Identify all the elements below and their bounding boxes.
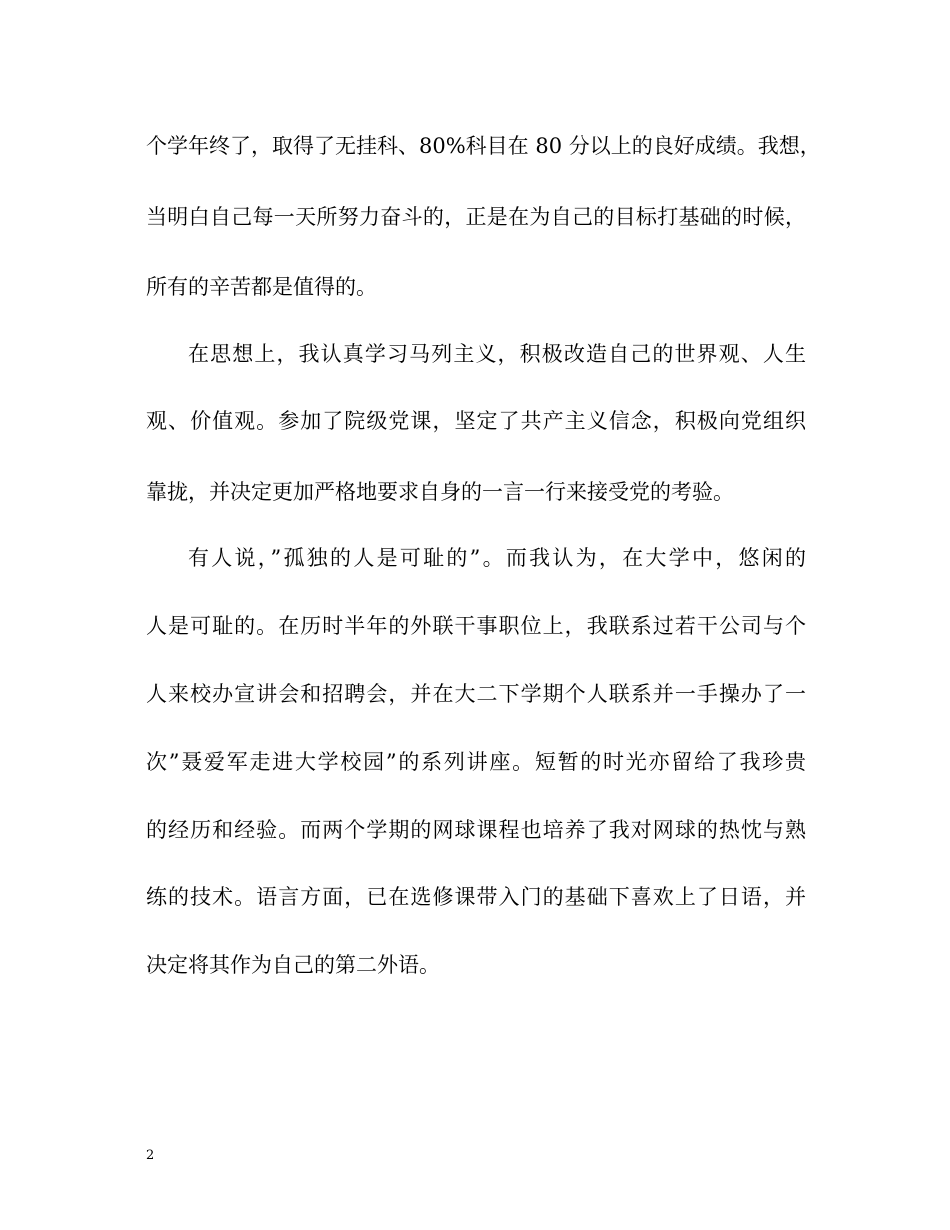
page-number: 2 (146, 1148, 155, 1163)
text-line: 次”聂爱军走进大学校园”的系列讲座。短暂的时光亦留给了我珍贵 (146, 750, 806, 774)
text-line: 个学年终了，取得了无挂科、80%科目在 80 分以上的良好成绩。我想， (146, 134, 821, 158)
text-line: 靠拢，并决定更加严格地要求自身的一言一行来接受党的考验。 (146, 480, 734, 504)
text-line: 当明白自己每一天所努力奋斗的，正是在为自己的目标打基础的时候， (146, 205, 806, 229)
text-line: 人来校办宣讲会和招聘会，并在大二下学期个人联系并一手操办了一 (146, 682, 806, 706)
text-line: 观、价值观。参加了院级党课，坚定了共产主义信念，积极向党组织 (146, 409, 806, 433)
paragraph-first-line: 在思想上，我认真学习马列主义，积极改造自己的世界观、人生 (188, 342, 806, 366)
text-line: 的经历和经验。而两个学期的网球课程也培养了我对网球的热忱与熟 (146, 818, 806, 842)
text-line: 决定将其作为自己的第二外语。 (146, 953, 440, 977)
text-line: 所有的辛苦都是值得的。 (146, 275, 377, 299)
paragraph-first-line: 有人说，”孤独的人是可耻的”。而我认为，在大学中，悠闲的 (188, 546, 806, 570)
text-line: 练的技术。语言方面，已在选修课带入门的基础下喜欢上了日语，并 (146, 885, 806, 909)
text-line: 人是可耻的。在历时半年的外联干事职位上，我联系过若干公司与个 (146, 614, 806, 638)
